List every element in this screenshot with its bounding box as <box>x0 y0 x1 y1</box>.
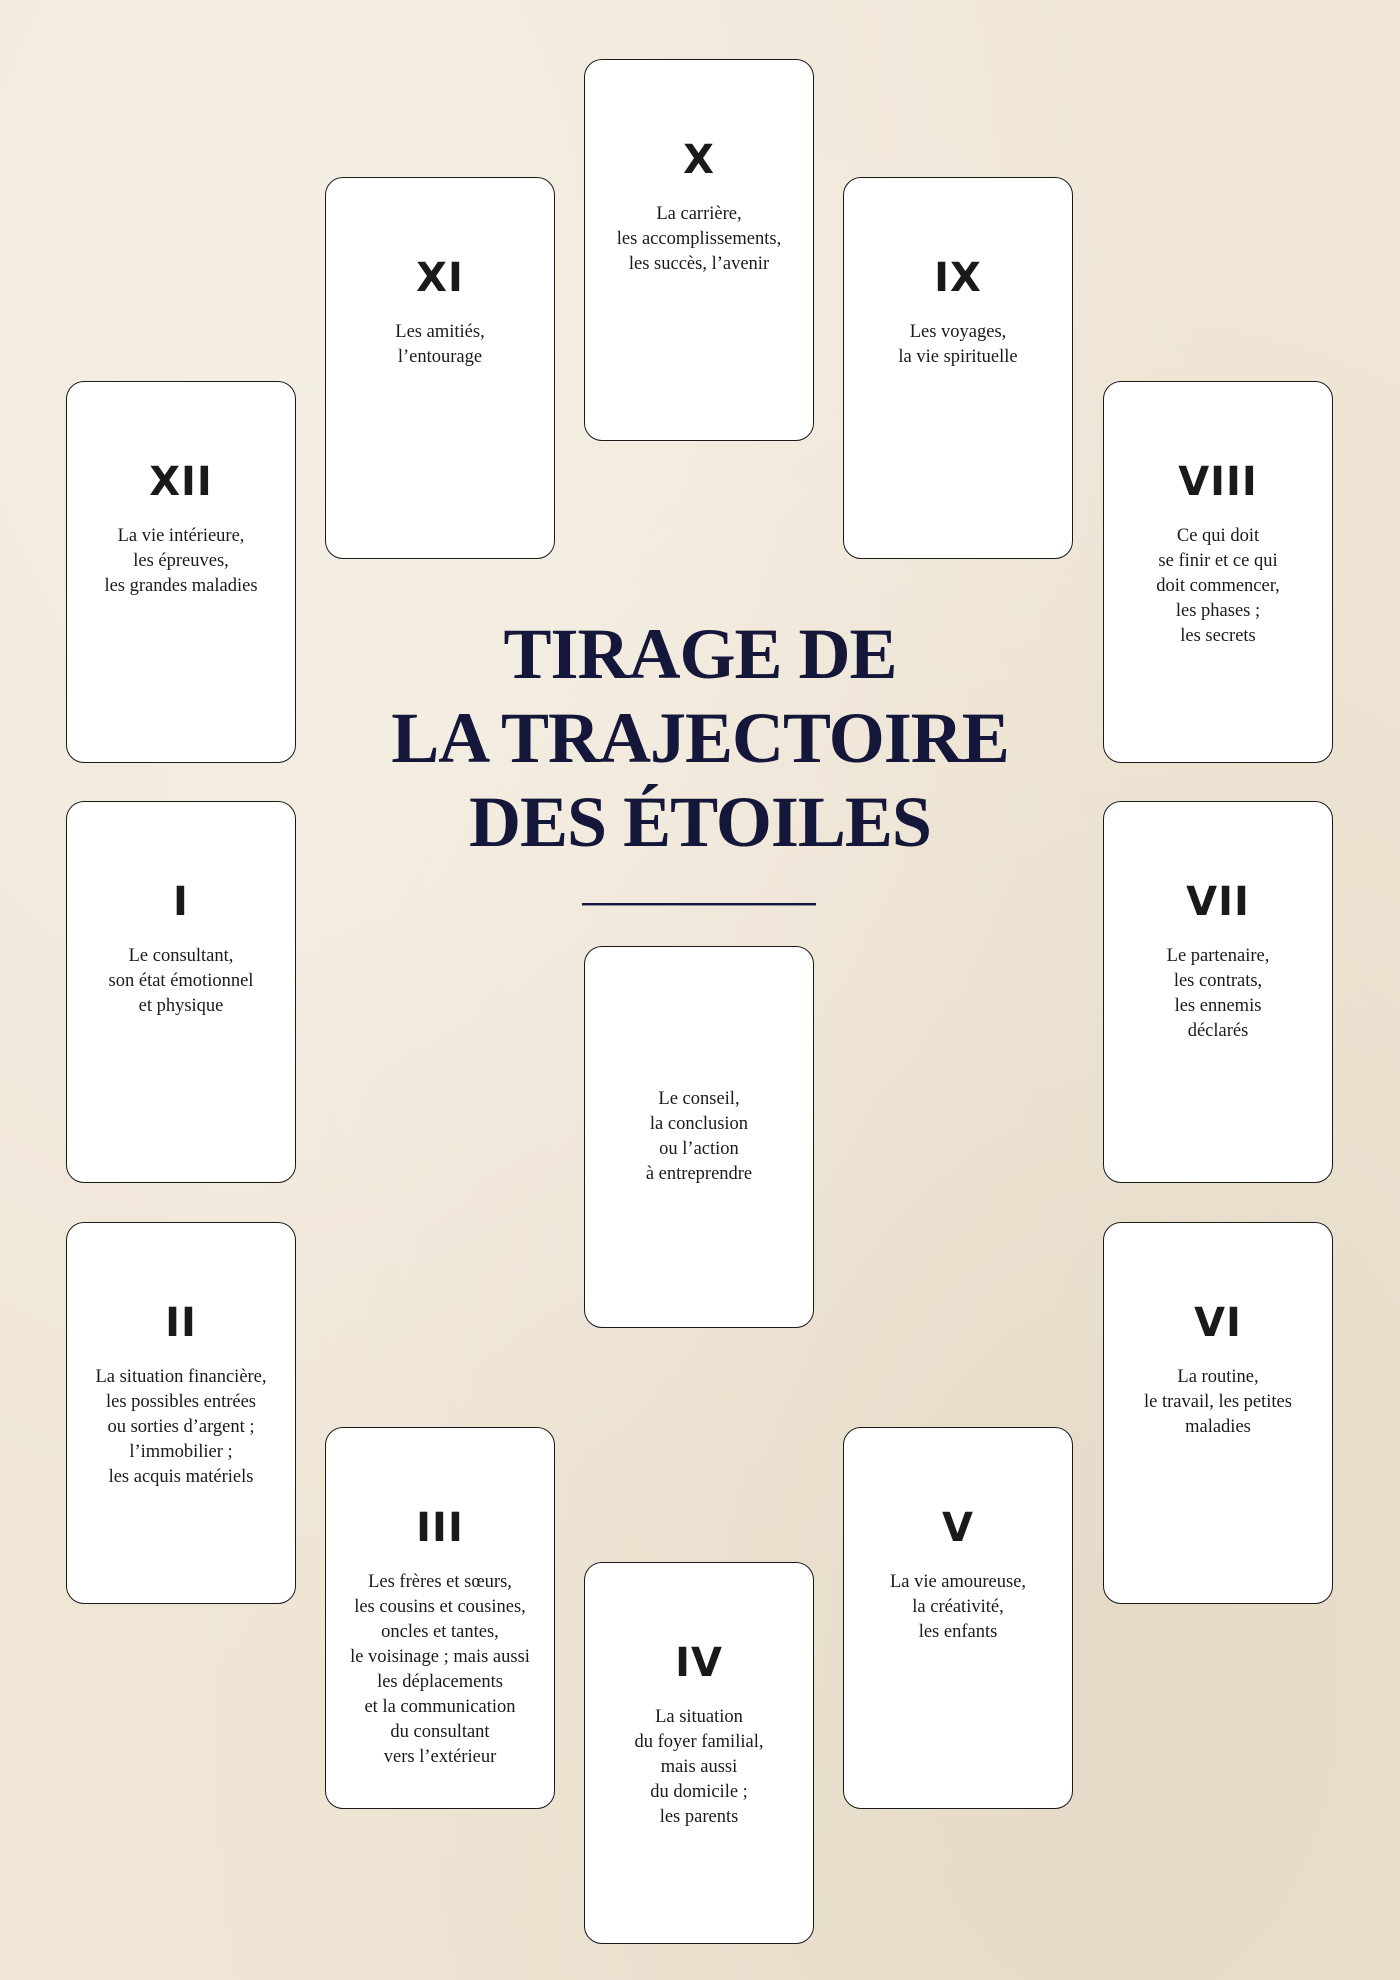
card-description: La vie intérieure, les épreuves, les grandes maladies <box>104 526 258 596</box>
card-iii <box>325 1427 555 1809</box>
card-numeral: II <box>165 1300 197 1346</box>
card-numeral: VIII <box>1178 459 1258 505</box>
card-description: Les amitiés, l’entourage <box>395 322 485 367</box>
card-center <box>584 946 814 1328</box>
card-x <box>584 59 814 441</box>
card-vi <box>1103 1222 1333 1604</box>
card-description: Les frères et sœurs, les cousins et cousines, oncles et tantes, le voisinage ; mais aussi les déplacements et la communication du consultant vers l’extérieur <box>350 1572 530 1767</box>
card-v <box>843 1427 1073 1809</box>
card-numeral: XII <box>149 459 213 505</box>
card-numeral: V <box>942 1505 974 1551</box>
card-description: La situation du foyer familial, mais aussi du domicile ; les parents <box>634 1707 764 1827</box>
card-description: Le partenaire, les contrats, les ennemis déclarés <box>1166 946 1270 1041</box>
card-description: Les voyages, la vie spirituelle <box>898 322 1018 367</box>
card-description: Le conseil, la conclusion ou l’action à entreprendre <box>645 1089 753 1184</box>
card-description: Le consultant, son état émotionnel et physique <box>108 946 254 1016</box>
title-divider <box>582 903 816 906</box>
card-numeral: I <box>173 879 189 925</box>
card-xi <box>325 177 555 559</box>
card-numeral: VII <box>1186 879 1250 925</box>
card-numeral: IV <box>675 1640 723 1686</box>
page-title: TIRAGE DE LA TRAJECTOIRE DES ÉTOILES <box>391 614 1009 862</box>
card-ii <box>66 1222 296 1604</box>
card-iv <box>584 1562 814 1944</box>
card-numeral: VI <box>1194 1300 1242 1346</box>
card-vii <box>1103 801 1333 1183</box>
card-description: La vie amoureuse, la créativité, les enfants <box>889 1572 1027 1642</box>
card-description: La carrière, les accomplissements, les succès, l’avenir <box>616 204 782 274</box>
card-numeral: III <box>416 1505 464 1551</box>
card-description: La routine, le travail, les petites maladies <box>1144 1367 1292 1437</box>
card-ix <box>843 177 1073 559</box>
card-description: La situation financière, les possibles entrées ou sorties d’argent ; l’immobilier ; les acquis matériels <box>95 1367 267 1487</box>
card-numeral: X <box>683 137 715 183</box>
card-viii <box>1103 381 1333 763</box>
card-numeral: XI <box>416 255 464 301</box>
card-i <box>66 801 296 1183</box>
card-xii <box>66 381 296 763</box>
card-description: Ce qui doit se finir et ce qui doit commencer, les phases ; les secrets <box>1156 526 1280 646</box>
card-numeral: IX <box>934 255 982 301</box>
